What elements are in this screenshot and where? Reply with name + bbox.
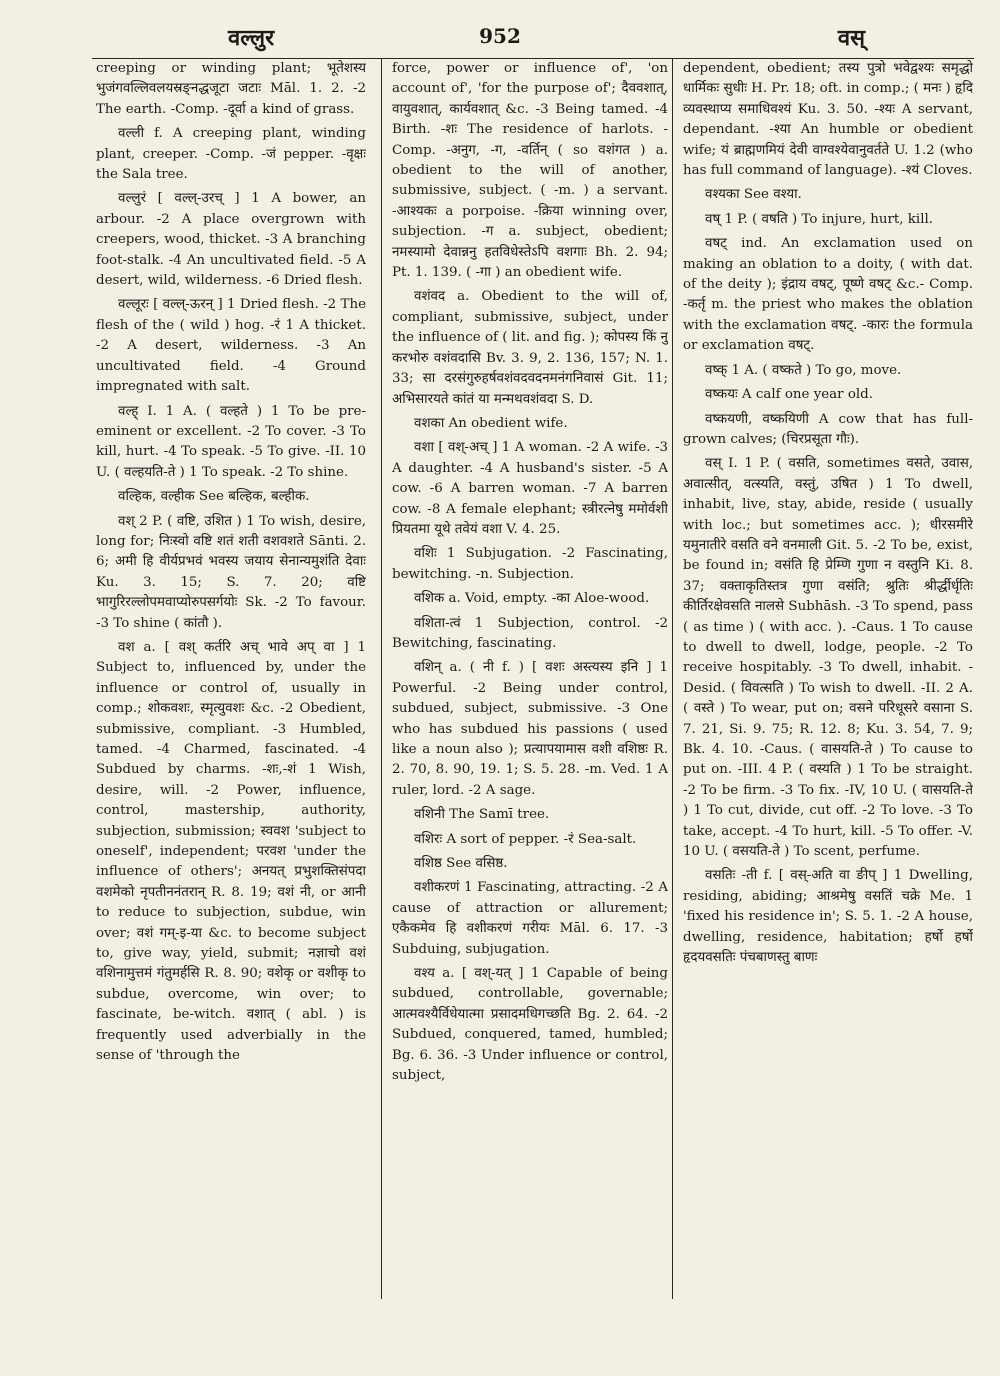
dictionary-entry: वशिक a. Void, empty. -का Aloe-wood. <box>414 591 650 607</box>
dictionary-entry: वश्यका See वश्या. <box>705 187 802 203</box>
dictionary-entry: वल्लूरः [ वल्ल्-ऊरन् ] 1 Dried flesh. -2 The flesh of the ( wild ) hog. -रं 1 A thicket. -2 A desert, wilderness. -3 An uncultivated field. -4 Ground impregnated with salt. <box>96 297 366 395</box>
dictionary-entry: वशिष्ठ See वसिष्ठ. <box>414 856 508 872</box>
dictionary-entry: वस् I. 1 P. ( वसति, sometimes वसते, उवास, अवात्सीत्, वत्स्यति, वस्तुं, उषित ) 1 To dwell, inhabit, live, stay, abide, reside ( usually with loc.; but sometimes acc. ); धीरसमीरे यमुनातीरे वसति वने वनमाली Git. 5. -2 To be, exist, be found in; वसंति हि प्रेम्णि गुणा न वस्तुनि Ki. 8. 37; वक्ताकृतिस्तत्र गुणा वसंति; श्रुतिः श्रीर्द्धीर्धृतिः कीर्तिरक्षेवसति नालसे Subhāsh. -3 To spend, pass ( as time ) ( with acc. ). -Caus. 1 To cause to dwell to dwell, lodge, people. -2 To receive hospitably. -3 To dwell, inhabit. -Desid. ( विवत्सति ) To wish to dwell. -II. 2 A. ( वस्ते ) To wear, put on; वसने परिधूसरे वसाना S. 7. 21, Si. 9. 75; R. 12. 8; Ku. 3. 54, 7. 9; Bk. 4. 10. -Caus. ( वासयति-ते ) To cause to put on. -III. 4 P. ( वस्यति ) 1 To be straight. -2 To be firm. -3 To fix. -IV, 10 U. ( वासयति-ते ) 1 To cut, divide, cut off. -2 To love. -3 To take, accept. -4 To hurt, kill. -5 To offer. -V. 10 U. ( वसयति-ते ) To scent, perfume. <box>683 456 973 860</box>
dictionary-entry: वल्लुरं [ वल्ल्-उरच् ] 1 A bower, an arbour. -2 A place overgrown with creepers, wood, thicket. -3 A branching foot-stalk. -4 An uncultivated field. -5 A desert, wild, wilderness. -6 Dried flesh. <box>96 191 366 289</box>
dictionary-entry: force, power or influence of', 'on account of', 'for the purpose of'; दैववशात्, वायुवशात्, कार्यवशात् &c. -3 Being tamed. -4 Birth. -शः The residence of harlots. -Comp. -अनुग, -ग, -वर्तिन् ( so वशंगत ) a. obedient to the will of another, submissive, subject. ( -m. ) a servant. -आश्यकः a porpoise. -क्रिया winning over, subjection. -ग a. subject, obedient; नमस्यामो देवान्ननु हतविधेस्तेऽपि वशगाः Bh. 2. 94; Pt. 1. 139. ( -गा ) an obedient wife. <box>392 61 668 281</box>
column-3 <box>672 59 973 1299</box>
page-header <box>0 22 1000 56</box>
column-2 <box>381 59 668 1299</box>
column-1 <box>96 59 366 1299</box>
dictionary-entry: वश्य a. [ वश्-यत् ] 1 Capable of being subdued, controllable, governable; आत्मवश्यैर्विधेयात्मा प्रसादमधिगच्छति Bg. 2. 64. -2 Subdued, conquered, tamed, humbled; Bg. 6. 36. -3 Under influence or control, subject, <box>392 966 668 1084</box>
dictionary-entry: वल्हिक, वल्हीक See बल्हिक, बल्हीक. <box>118 489 310 505</box>
dictionary-entry: वशिता-त्वं 1 Subjection, control. -2 Bewitching, fascinating. <box>392 615 668 651</box>
dictionary-entry: वशिः 1 Subjugation. -2 Fascinating, bewitching. -n. Subjection. <box>392 546 668 582</box>
dictionary-entry: वश् 2 P. ( वष्टि, उशित ) 1 To wish, desire, long for; निःस्वो वष्टि शतं शती वशवशते Sānti. 2. 6; अमी हि वीर्यप्रभवं भवस्य जयाय सेनान्यमुशंति देवाः Ku. 3. 15; S. 7. 20; वष्टि भागुरिरल्लोपमवाप्योरुपसर्गयोः Sk. -2 To favour. -3 To shine ( कांतौ ). <box>96 513 366 631</box>
dictionary-entry: dependent, obedient; तस्य पुत्रो भवेद्वश्यः समृद्धो धार्मिकः सुधीः H. Pr. 18; oft. in comp.; ( मनः ) हृदि व्यवस्थाप्य समाधिवश्यं Ku. 3. 50. -श्यः A servant, dependant. -श्या An humble or obedient wife; यं ब्राह्मणमियं देवी वाग्वश्येवानुवर्तते U. 1.2 (who has full command of language). -श्यं Cloves. <box>683 61 973 179</box>
dictionary-entry: वशिन् a. ( नी f. ) [ वशः अस्त्यस्य इनि ] 1 Powerful. -2 Being under control, subdued, subject, submissive. -3 One who has subdued his passions ( used like a noun also ); प्रत्यापयामास वशी वशिष्ठः R. 2. 70, 8. 90, 19. 1; S. 5. 28. -m. Ved. 1 A ruler, lord. -2 A sage. <box>392 660 668 798</box>
dictionary-entry: वश a. [ वश् कर्तरि अच् भावे अप् वा ] 1 Subject to, influenced by, under the influence or control of, usually in comp.; शोकवशः, स्मृत्युवशः &c. -2 Obedient, submissive, compliant. -3 Humbled, tamed. -4 Charmed, fascinated. -4 Subdued by charms. -शः,-शं 1 Wish, desire, will. -2 Power, influence, control, mastership, authority, subjection, submission; स्ववश 'subject to oneself', independent; परवश 'under the influence of others'; अनयत् प्रभुशक्तिसंपदा वशमेको नृपतीननंतरान् R. 8. 19; वशं नी, or आनी to reduce to subjection, subdue, win over; वशं गम्-इ-या &c. to become subject to, give way, yield, submit; नज्ञाचो वशं वशिनामुत्तमं गंतुमर्हसि R. 8. 90; वशेकृ or वशीकृ to subdue, overcome, win over; to fascinate, be-witch. वशात् ( abl. ) is frequently used adverbially in the sense of 'through the <box>96 639 366 1064</box>
dictionary-entry: वशीकरणं 1 Fascinating, attracting. -2 A cause of attraction or allurement; एकैकमेव हि वशीकरणं गरीयः Māl. 6. 17. -3 Subduing, subjugation. <box>392 880 668 957</box>
page-number: 952 <box>479 24 521 48</box>
dictionary-entry: वषट् ind. An exclamation used on making an oblation to a doity, ( with dat. of the deity ); इंद्राय वषट्, पूष्णे वषट् &c.- Comp. -कर्तृ m. the priest who makes the oblation with the exclamation वषट्. -कारः the formula or exclamation वषट्. <box>683 236 973 354</box>
dictionary-entry: creeping or winding plant; भूतेशस्य भुजंगवल्लिवलयस्रङ्नद्धजूटा जटाः Māl. 1. 2. -2 The earth. -Comp. -दूर्वा a kind of grass. <box>96 61 366 117</box>
dictionary-entry: वशंवद a. Obedient to the will of, compliant, submissive, subject, under the influence of ( lit. and fig. ); कोपस्य किं नु करभोरु वशंवदासि Bv. 3. 9, 2. 136, 157; N. 1. 33; सा दरसंगुरुहर्षवशंवदवदनमनंगनिवासं Git. 11; अभिसारयते कांतं या मन्मथवशंवदा S. D. <box>392 289 668 407</box>
dictionary-entry: वशा [ वश्-अच् ] 1 A woman. -2 A wife. -3 A daughter. -4 A husband's sister. -5 A cow. -6 A barren woman. -7 A barren cow. -8 A female elephant; स्त्रीरत्नेषु ममोर्वशी प्रियतमा यूथे तवेयं वशा V. 4. 25. <box>392 440 668 537</box>
dictionary-entry: वशिनी The Samī tree. <box>414 807 550 823</box>
dictionary-entry: वशिरः A sort of pepper. -रं Sea-salt. <box>414 831 637 847</box>
dictionary-entry: वष्कयणी, वष्कयिणी A cow that has full-grown calves; (चिरप्रसूता गौः). <box>683 411 973 447</box>
dictionary-entry: वष्क् 1 A. ( वष्कते ) To go, move. <box>705 362 902 378</box>
dictionary-entry: वल्ह् I. 1 A. ( वल्हते ) 1 To be pre-eminent or excellent. -2 To cover. -3 To kill, hurt. -4 To speak. -5 To give. -II. 10 U. ( वल्हयति-ते ) 1 To speak. -2 To shine. <box>96 403 366 480</box>
dictionary-entry: वष्कयः A calf one year old. <box>705 387 873 403</box>
left-running-headword: वल्लुर <box>228 25 275 51</box>
right-running-headword: वस् <box>837 25 865 51</box>
dictionary-entry: वल्ली f. A creeping plant, winding plant, creeper. -Comp. -जं pepper. -वृक्षः the Sala tree. <box>96 126 366 183</box>
dictionary-entry: वशका An obedient wife. <box>414 415 568 431</box>
text-columns <box>92 58 974 1299</box>
dictionary-entry: वसतिः -ती f. [ वस्-अति वा ङीप् ] 1 Dwelling, residing, abiding; आश्रमेषु वसतिं चक्रे Me. 1 'fixed his residence in'; S. 5. 1. -2 A house, dwelling, residence, habitation; हर्षो हर्षो हृदयवसतिः पंचबाणस्तु बाणः <box>683 868 973 966</box>
dictionary-entry: वष् 1 P. ( वषति ) To injure, hurt, kill. <box>705 211 934 227</box>
